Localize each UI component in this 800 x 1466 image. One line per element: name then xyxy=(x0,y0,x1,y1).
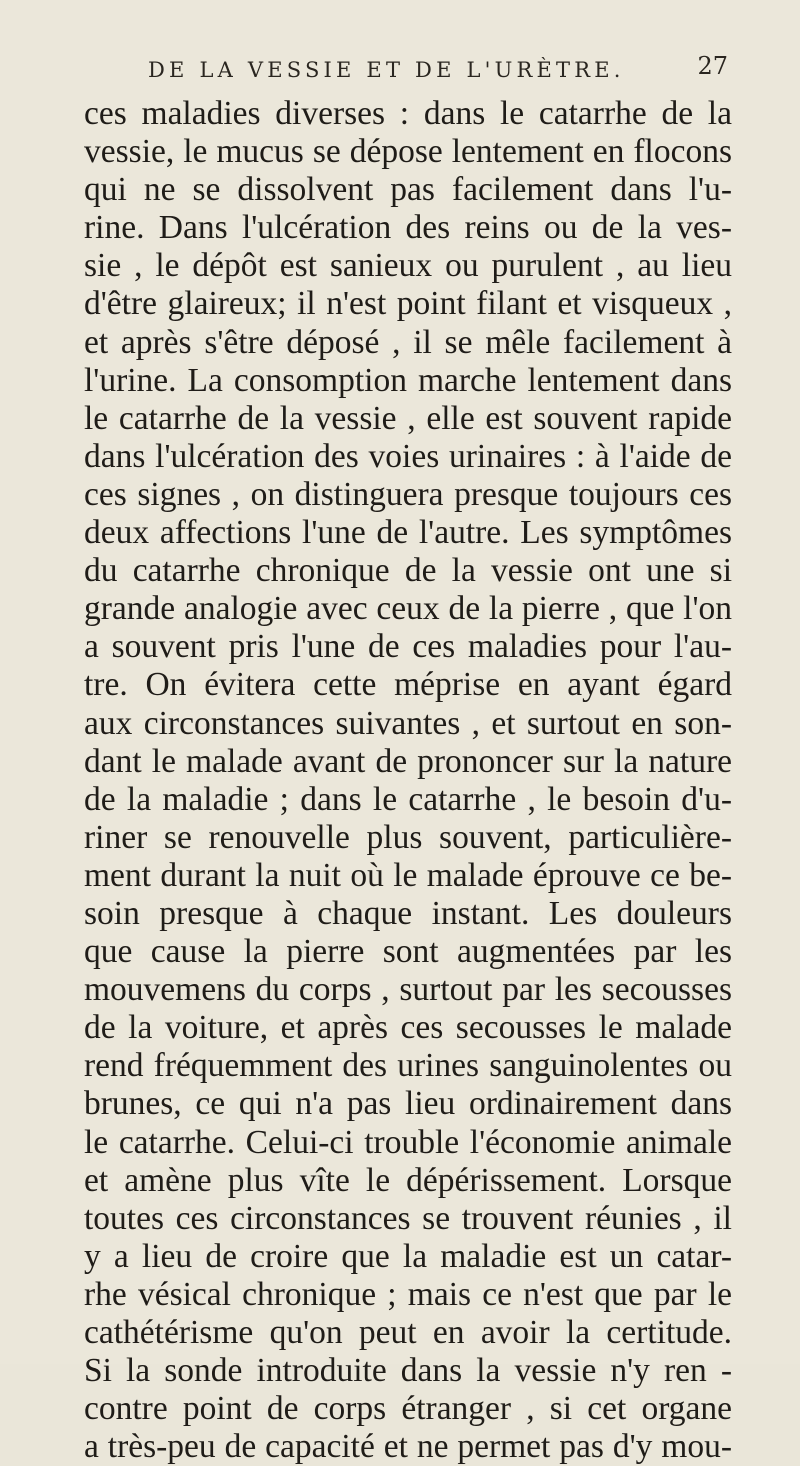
text-line: a souvent pris l'une de ces maladies pour l'au- xyxy=(84,628,732,666)
text-line: l'urine. La consomption marche lentement dans xyxy=(84,361,732,399)
text-line: Si la sonde introduite dans la vessie n'y ren - xyxy=(84,1352,732,1390)
text-line: deux affections l'une de l'autre. Les symptômes xyxy=(84,514,732,552)
text-line: vessie, le mucus se dépose lentement en flocons xyxy=(84,133,732,171)
text-line: du catarrhe chronique de la vessie ont une si xyxy=(84,552,732,590)
text-line: le catarrhe. Celui-ci trouble l'économie animale xyxy=(84,1123,732,1161)
text-line: brunes, ce qui n'a pas lieu ordinairement dans xyxy=(84,1085,732,1123)
text-line: dant le malade avant de prononcer sur la nature xyxy=(84,742,732,780)
text-line: rend fréquemment des urines sanguinolentes ou xyxy=(84,1047,732,1085)
text-line: ces signes , on distinguera presque toujours ces xyxy=(84,475,732,513)
text-line: de la voiture, et après ces secousses le malade xyxy=(84,1009,732,1047)
text-line: dans l'ulcération des voies urinaires : à l'aide de xyxy=(84,437,732,475)
body-text xyxy=(84,95,732,1466)
text-line: ment durant la nuit où le malade éprouve ce be- xyxy=(84,856,732,894)
text-line: sie , le dépôt est sanieux ou purulent , au lieu xyxy=(84,247,732,285)
text-line: ces maladies diverses : dans le catarrhe de la xyxy=(84,95,732,132)
text-line: a très-peu de capacité et ne permet pas d'y mou- xyxy=(84,1428,732,1466)
text-line: de la maladie ; dans le catarrhe , le besoin d'u- xyxy=(84,780,732,818)
page-number: 27 xyxy=(697,52,728,80)
text-line: rine. Dans l'ulcération des reins ou de la ves- xyxy=(84,209,732,247)
text-line: d'être glaireux; il n'est point filant et visqueux , xyxy=(84,285,732,323)
text-line: le catarrhe de la vessie , elle est souvent rapide xyxy=(84,399,732,437)
text-line: rhe vésical chronique ; mais ce n'est que par le xyxy=(84,1275,732,1313)
text-line: cathétérisme qu'on peut en avoir la certitude. xyxy=(84,1314,732,1351)
text-line: riner se renouvelle plus souvent, particulière- xyxy=(84,818,732,856)
text-line: et amène plus vîte le dépérissement. Lorsque xyxy=(84,1161,732,1199)
running-head-title: DE LA VESSIE ET DE L'URÈTRE. xyxy=(148,58,625,82)
running-head xyxy=(148,52,728,92)
text-line: toutes ces circonstances se trouvent réunies , il xyxy=(84,1199,732,1237)
text-line: soin presque à chaque instant. Les douleurs xyxy=(84,894,732,932)
text-line: tre. On évitera cette méprise en ayant égard xyxy=(84,666,732,704)
text-line: y a lieu de croire que la maladie est un catar- xyxy=(84,1237,732,1275)
text-line: que cause la pierre sont augmentées par les xyxy=(84,933,732,971)
text-line: qui ne se dissolvent pas facilement dans l'u- xyxy=(84,171,732,209)
text-line: et après s'être déposé , il se mêle facilement à xyxy=(84,323,732,361)
text-line: contre point de corps étranger , si cet organe xyxy=(84,1390,732,1428)
text-line: grande analogie avec ceux de la pierre , que l'on xyxy=(84,590,732,628)
text-line: aux circonstances suivantes , et surtout en son- xyxy=(84,704,732,742)
text-line: mouvemens du corps , surtout par les secousses xyxy=(84,971,732,1009)
